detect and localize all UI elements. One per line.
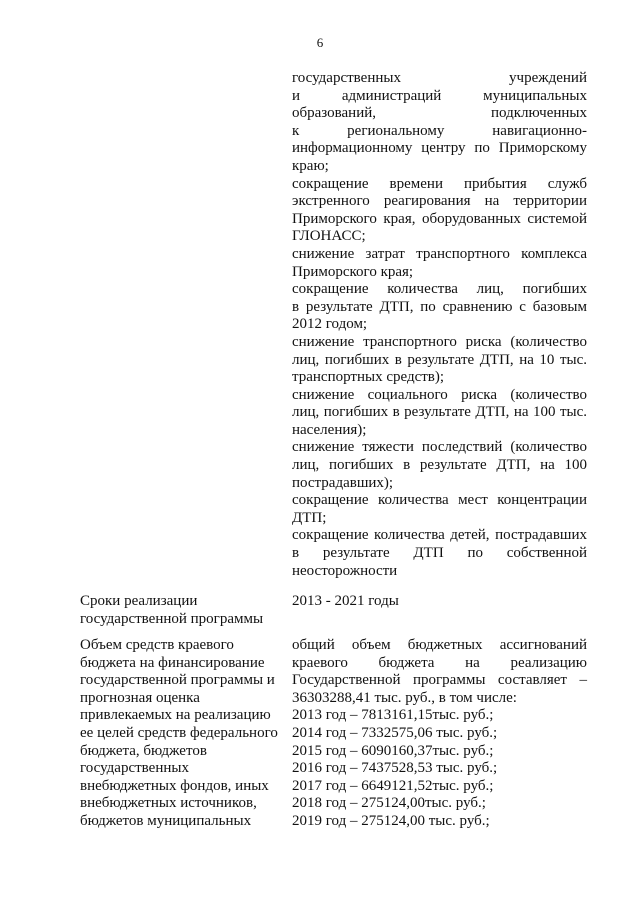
value-line: Государственной программы составляет – — [292, 672, 587, 689]
label-line: внебюджетных фондов, иных — [80, 777, 269, 794]
text-line: сокращение времени прибытия служб — [292, 175, 587, 192]
text-line: населения); — [292, 421, 367, 438]
label-line: бюджета, бюджетов — [80, 742, 207, 759]
text-line: неосторожности — [292, 562, 398, 579]
text-line: транспортных средств); — [292, 369, 445, 386]
text-line: лиц, погибших в результате ДТП, на 10 тыс. — [292, 351, 587, 368]
value-line: 36303288,41 тыс. руб., в том числе: — [292, 689, 517, 706]
text-line: экстренного реагирования на территории — [292, 193, 587, 210]
value-line: 2016 год – 7437528,53 тыс. руб.; — [292, 760, 498, 777]
text-line: ГЛОНАСС; — [292, 228, 366, 245]
label-line: государственных — [80, 760, 189, 777]
text-line: лиц, погибших в результате ДТП, на 100 — [292, 457, 587, 474]
indicators-block — [292, 70, 587, 580]
text-line: информационному центру по Приморскому — [292, 140, 587, 157]
text-line: и администраций муниципальных — [292, 87, 587, 104]
label-line: бюджетов муниципальных — [80, 812, 252, 829]
text-line: лиц, погибших в результате ДТП, на 100 тыс. — [292, 404, 587, 421]
text-line: государственных учреждений — [292, 70, 587, 86]
text-line: 2012 годом; — [292, 316, 368, 333]
text-line: снижение транспортного риска (количество — [292, 333, 587, 350]
label-line: бюджета на финансирование — [80, 654, 265, 671]
label-line: государственной программы — [80, 610, 264, 627]
value-line: 2019 год – 275124,00 тыс. руб.; — [292, 812, 490, 829]
label-line: внебюджетных источников, — [80, 795, 257, 812]
label-line: привлекаемых на реализацию — [80, 707, 271, 724]
text-line: к региональному навигационно- — [292, 122, 587, 139]
text-line: в результате ДТП по собственной — [292, 545, 587, 562]
label-line: Сроки реализации — [80, 593, 198, 609]
text-line: в результате ДТП, по сравнению с базовым — [292, 298, 587, 315]
text-line: снижение социального риска (количество — [292, 386, 587, 403]
page-number: 6 — [316, 35, 324, 50]
text-line: ДТП; — [292, 509, 327, 526]
text-line: снижение затрат транспортного комплекса — [292, 245, 587, 262]
value-line: 2014 год – 7332575,06 тыс. руб.; — [292, 724, 498, 741]
text-line: Приморского края, оборудованных системой — [292, 210, 587, 227]
label-line: Объем средств краевого — [80, 637, 234, 653]
value-line: 2015 год – 6090160,37тыс. руб.; — [292, 742, 494, 759]
value-line: 2018 год – 275124,00тыс. руб.; — [292, 795, 486, 812]
text-line: краю; — [292, 157, 329, 174]
terms-value — [292, 593, 587, 611]
text-line: Приморского края; — [292, 263, 414, 280]
value-line: 2013 год – 7813161,15тыс. руб.; — [292, 707, 494, 724]
text-line: образований, подключенных — [292, 105, 587, 122]
text-line: снижение тяжести последствий (количество — [292, 439, 587, 456]
value-line: общий объем бюджетных ассигнований — [292, 637, 587, 653]
terms-label — [80, 593, 280, 628]
terms-value-text: 2013 - 2021 годы — [292, 593, 399, 609]
funding-label — [80, 637, 280, 831]
text-line: сокращение количества мест концентрации — [292, 492, 587, 509]
value-line: краевого бюджета на реализацию — [292, 654, 587, 671]
text-line: сокращение количества лиц, погибших — [292, 281, 587, 298]
label-line: прогнозная оценка — [80, 689, 200, 706]
text-line: сокращение количества детей, пострадавших — [292, 527, 587, 544]
value-line: 2017 год – 6649121,52тыс. руб.; — [292, 777, 494, 794]
funding-value — [292, 637, 587, 831]
label-line: ее целей средств федерального — [80, 724, 278, 741]
label-line: государственной программы и — [80, 672, 275, 689]
text-line: пострадавших); — [292, 474, 394, 491]
